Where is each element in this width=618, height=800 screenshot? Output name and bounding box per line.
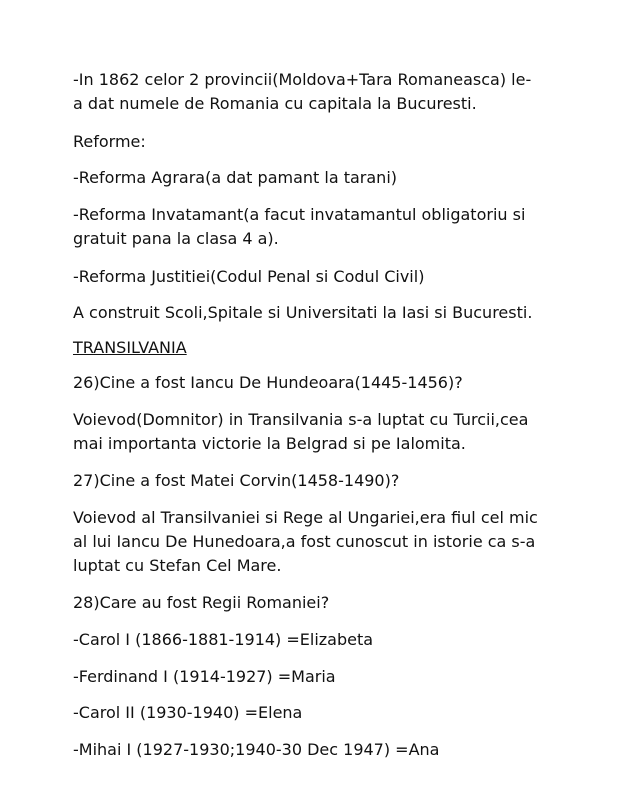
paragraph-line: gratuit pana la clasa 4 a). bbox=[73, 229, 279, 248]
paragraph-line: -Reforma Invatamant(a facut invatamantul obligatoriu si bbox=[73, 205, 526, 224]
paragraph-line: mai importanta victorie la Belgrad si pe Ialomita. bbox=[73, 434, 466, 453]
paragraph-line: -Reforma Agrara(a dat pamant la tarani) bbox=[73, 168, 398, 187]
paragraph-line: Voievod al Transilvaniei si Rege al Ungariei,era fiul cel mic bbox=[73, 508, 538, 527]
list-item: -Ferdinand I (1914-1927) =Maria bbox=[73, 667, 336, 686]
list-item: -Mihai I (1927-1930;1940-30 Dec 1947) =Ana bbox=[73, 740, 440, 759]
paragraph-line: A construit Scoli,Spitale si Universitati la Iasi si Bucuresti. bbox=[73, 303, 533, 322]
paragraph-line: al lui Iancu De Hunedoara,a fost cunoscut in istorie ca s-a bbox=[73, 532, 536, 551]
question-line: 28)Care au fost Regii Romaniei? bbox=[73, 593, 330, 612]
section-heading: TRANSILVANIA bbox=[73, 338, 187, 357]
question-line: 26)Cine a fost Iancu De Hundeoara(1445-1456)? bbox=[73, 373, 463, 392]
list-item: -Carol II (1930-1940) =Elena bbox=[73, 703, 303, 722]
paragraph-line: luptat cu Stefan Cel Mare. bbox=[73, 556, 282, 575]
question-line: 27)Cine a fost Matei Corvin(1458-1490)? bbox=[73, 471, 400, 490]
paragraph-line: a dat numele de Romania cu capitala la Bucuresti. bbox=[73, 94, 477, 113]
paragraph-line: -Reforma Justitiei(Codul Penal si Codul Civil) bbox=[73, 267, 425, 286]
paragraph-line: -In 1862 celor 2 provincii(Moldova+Tara Romaneasca) le- bbox=[73, 70, 532, 89]
paragraph-line: Reforme: bbox=[73, 132, 146, 151]
paragraph-line: Voievod(Domnitor) in Transilvania s-a luptat cu Turcii,cea bbox=[73, 410, 529, 429]
list-item: -Carol I (1866-1881-1914) =Elizabeta bbox=[73, 630, 374, 649]
